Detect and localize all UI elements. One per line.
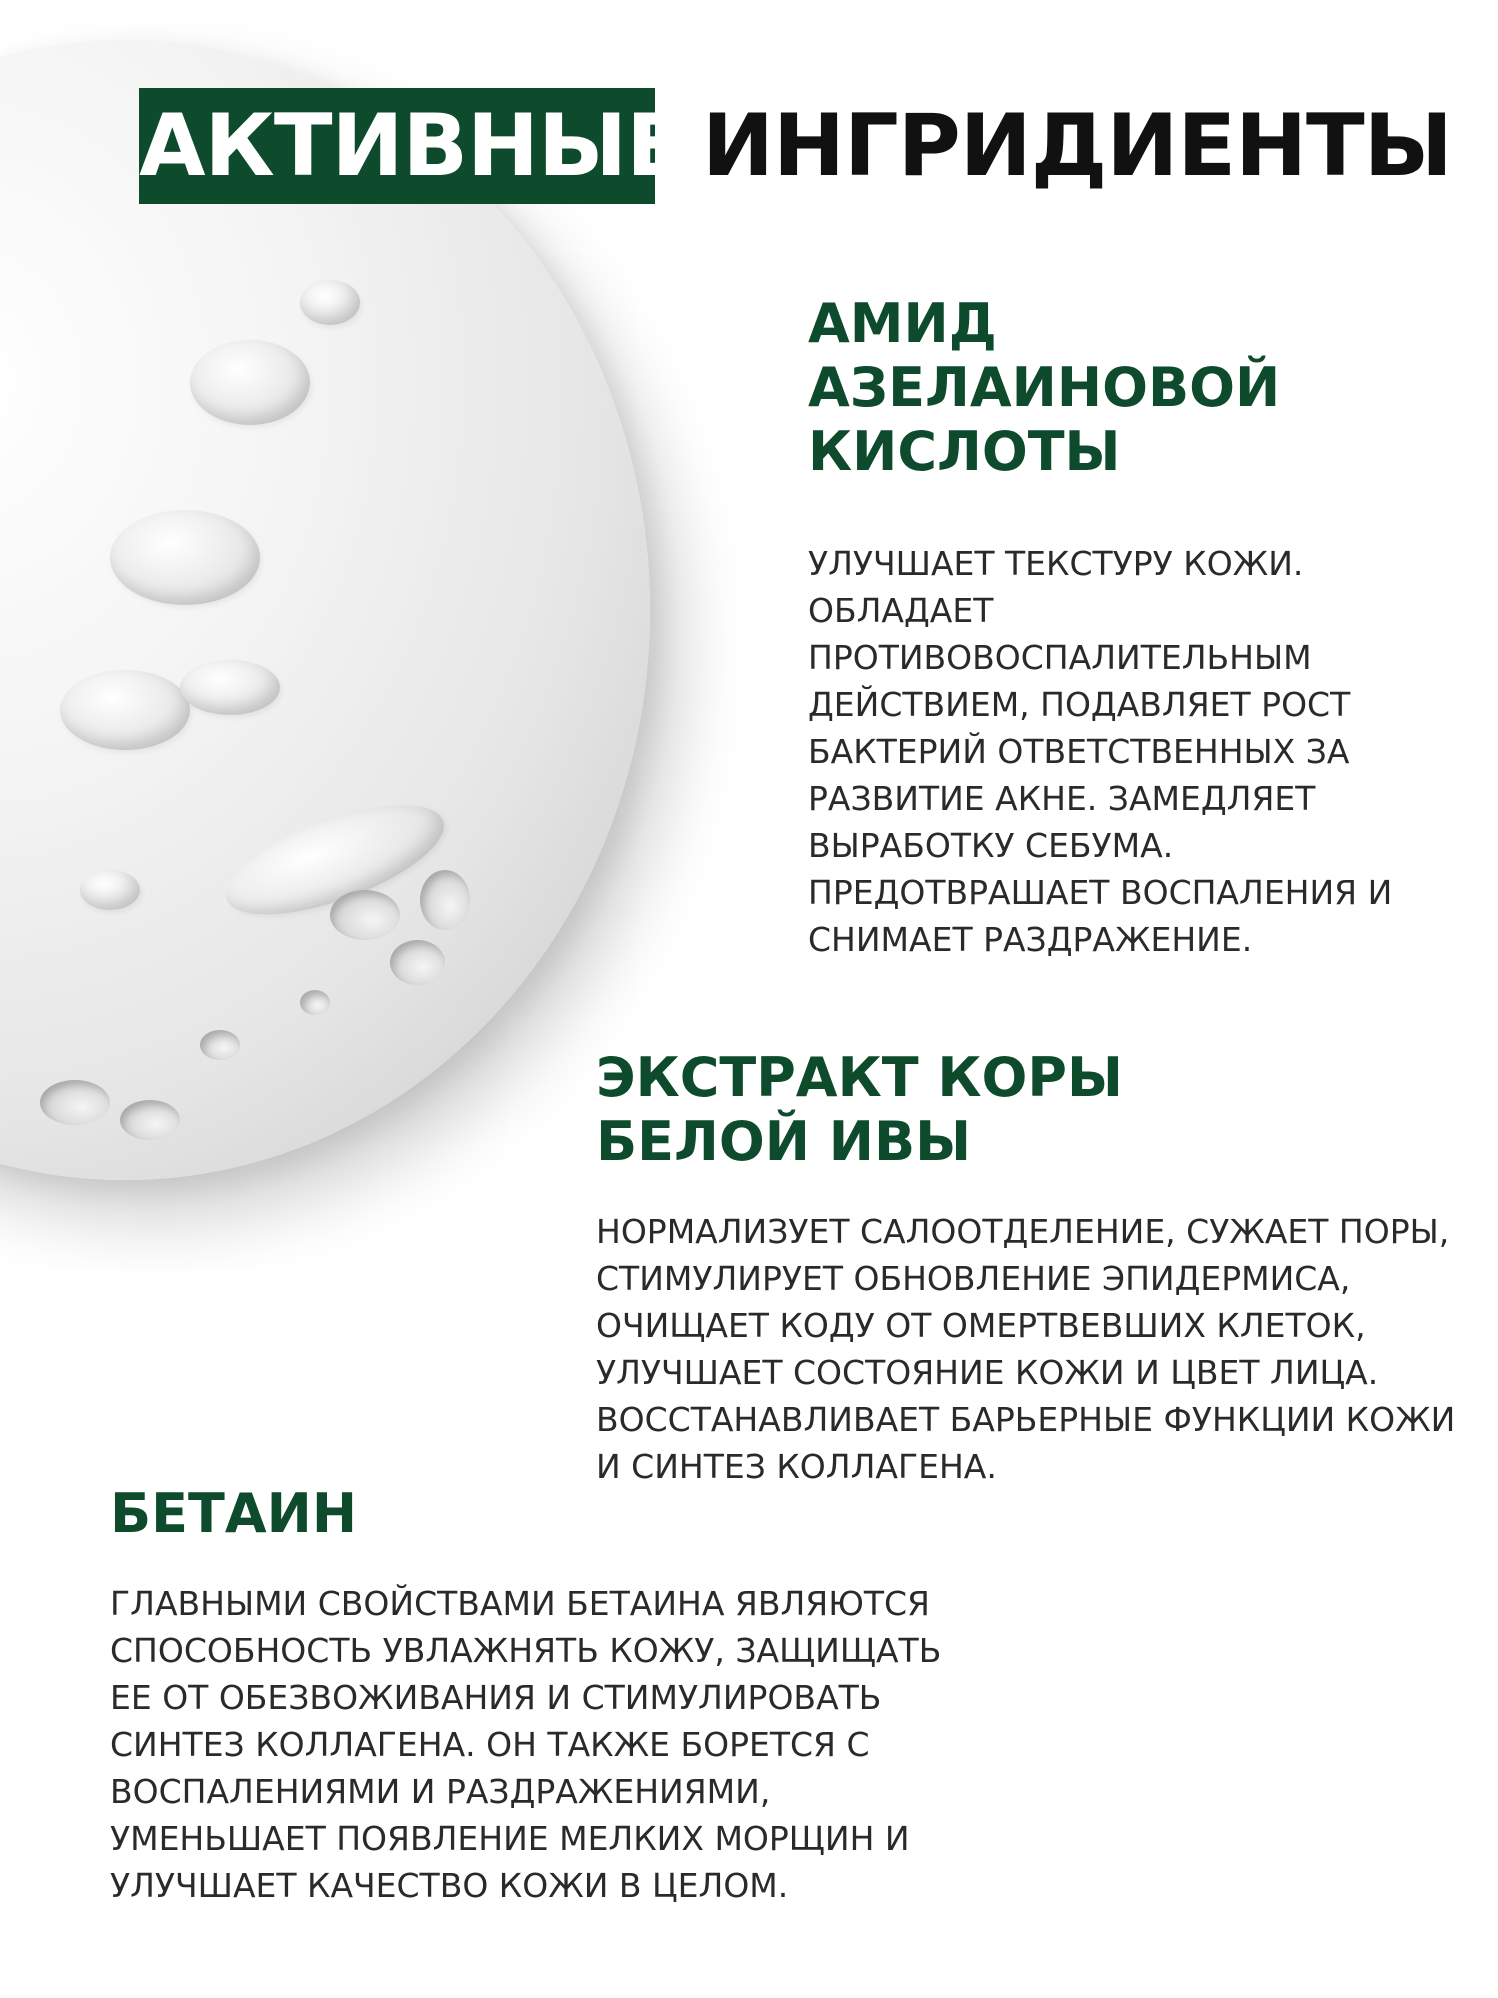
- page-title-rest: ИНГРИДИЕНТЫ: [702, 96, 1452, 196]
- text-line: ОБЛАДАЕТ: [808, 591, 994, 630]
- section-heading-azelaic: [808, 292, 1280, 484]
- section-heading-willow-bark: [596, 1046, 1123, 1174]
- text-line: УЛУЧШАЕТ КАЧЕСТВО КОЖИ В ЦЕЛОМ.: [110, 1866, 789, 1905]
- text-line: СПОСОБНОСТЬ УВЛАЖНЯТЬ КОЖУ, ЗАЩИЩАТЬ: [110, 1631, 942, 1670]
- section-text-azelaic: [808, 540, 1392, 963]
- text-line: РАЗВИТИЕ АКНЕ. ЗАМЕДЛЯЕТ: [808, 779, 1316, 818]
- text-line: УЛУЧШАЕТ ТЕКСТУРУ КОЖИ.: [808, 544, 1304, 583]
- section-text-willow-bark: [596, 1208, 1455, 1490]
- text-line: НОРМАЛИЗУЕТ САЛООТДЕЛЕНИЕ, СУЖАЕТ ПОРЫ,: [596, 1212, 1450, 1251]
- heading-line: БЕТАИН: [110, 1482, 358, 1545]
- section-heading-betaine: [110, 1482, 357, 1546]
- text-line: ПРЕДОТВРАШАЕТ ВОСПАЛЕНИЯ И: [808, 873, 1393, 912]
- text-line: СИНТЕЗ КОЛЛАГЕНА. ОН ТАКЖЕ БОРЕТСЯ С: [110, 1725, 870, 1764]
- text-line: СТИМУЛИРУЕТ ОБНОВЛЕНИЕ ЭПИДЕРМИСА,: [596, 1259, 1351, 1298]
- text-line: ПРОТИВОВОСПАЛИТЕЛЬНЫМ: [808, 638, 1312, 677]
- heading-line: АМИД: [808, 292, 997, 355]
- text-line: БАКТЕРИЙ ОТВЕТСТВЕННЫХ ЗА: [808, 732, 1350, 771]
- text-line: И СИНТЕЗ КОЛЛАГЕНА.: [596, 1447, 997, 1486]
- text-line: ГЛАВНЫМИ СВОЙСТВАМИ БЕТАИНА ЯВЛЯЮТСЯ: [110, 1584, 930, 1623]
- heading-line: АЗЕЛАИНОВОЙ: [808, 356, 1281, 419]
- cream-texture-image: [0, 40, 650, 1180]
- text-line: УЛУЧШАЕТ СОСТОЯНИЕ КОЖИ И ЦВЕТ ЛИЦА.: [596, 1353, 1379, 1392]
- text-line: ВОССТАНАВЛИВАЕТ БАРЬЕРНЫЕ ФУНКЦИИ КОЖИ: [596, 1400, 1456, 1439]
- heading-line: ЭКСТРАКТ КОРЫ: [596, 1046, 1123, 1109]
- text-line: ОЧИЩАЕТ КОДУ ОТ ОМЕРТВЕВШИХ КЛЕТОК,: [596, 1306, 1366, 1345]
- page-title-highlight: АКТИВНЫЕ: [139, 96, 684, 196]
- section-text-betaine: [110, 1580, 941, 1909]
- heading-line: БЕЛОЙ ИВЫ: [596, 1110, 972, 1173]
- text-line: ВОСПАЛЕНИЯМИ И РАЗДРАЖЕНИЯМИ,: [110, 1772, 771, 1811]
- text-line: УМЕНЬШАЕТ ПОЯВЛЕНИЕ МЕЛКИХ МОРЩИН И: [110, 1819, 910, 1858]
- text-line: ЕЕ ОТ ОБЕЗВОЖИВАНИЯ И СТИМУЛИРОВАТЬ: [110, 1678, 882, 1717]
- text-line: ДЕЙСТВИЕМ, ПОДАВЛЯЕТ РОСТ: [808, 685, 1351, 724]
- heading-line: КИСЛОТЫ: [808, 420, 1121, 483]
- text-line: ВЫРАБОТКУ СЕБУМА.: [808, 826, 1174, 865]
- text-line: СНИМАЕТ РАЗДРАЖЕНИЕ.: [808, 920, 1253, 959]
